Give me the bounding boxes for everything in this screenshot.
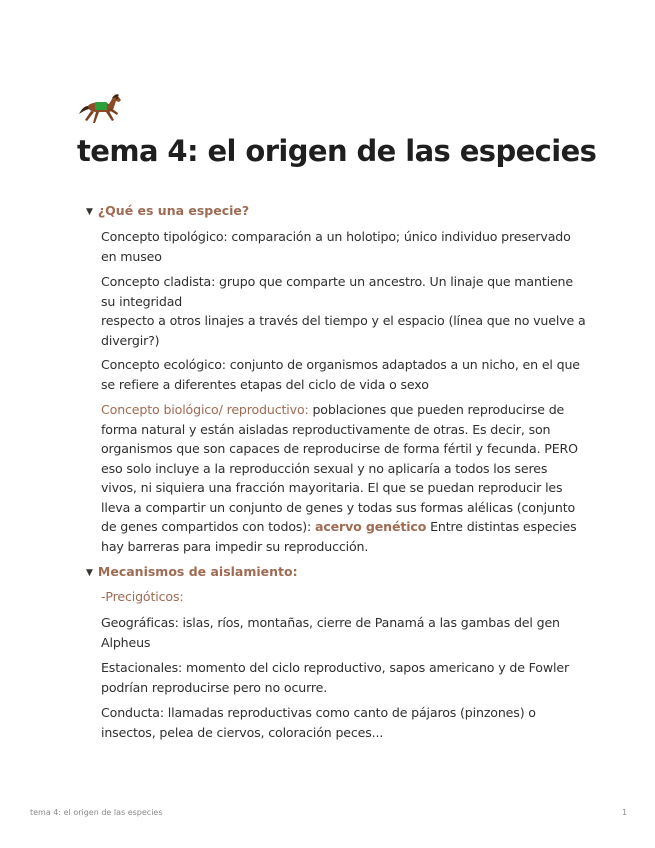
horse-icon (76, 88, 124, 128)
text-line: Alpheus (101, 634, 151, 650)
text-line: forma natural y están aisladas reproductivamente de otras. Es decir, son (101, 421, 551, 437)
subheading-precigoticos (101, 587, 579, 607)
text-line: insectos, pelea de ciervos, coloración peces... (101, 724, 384, 740)
biological-concept-term: Concepto biológico/ reproductivo: (101, 402, 309, 417)
page-title: tema 4: el origen de las especies (77, 134, 597, 168)
text-line: su integridad (101, 293, 183, 309)
text-line: Concepto cladista: grupo que comparte un ancestro. Un linaje que mantiene (101, 274, 573, 289)
text-line: Concepto tipológico: comparación a un holotipo; único individuo preservado (101, 229, 571, 244)
text-line (101, 517, 579, 537)
acervo-genetico-highlight: acervo genético (315, 519, 427, 534)
text-line: organismos que son capaces de reproducirse de forma fértil y fecunda. PERO (101, 441, 578, 456)
text-line: en museo (101, 248, 162, 264)
text-line: se refiere a diferentes etapas del ciclo de vida o sexo (101, 376, 429, 392)
footer-title: tema 4: el origen de las especies (30, 808, 163, 817)
toggle-que-es-una-especie[interactable] (86, 203, 249, 218)
text-segment: de genes compartidos con todos): (101, 519, 315, 534)
toggle-heading: Mecanismos de aislamiento: (97, 564, 298, 579)
toggle-heading: ¿Qué es una especie? (97, 203, 250, 218)
triangle-down-icon[interactable]: ▼ (86, 568, 93, 578)
text-line: divergir?) (101, 332, 160, 348)
paragraph-ecologico (101, 355, 579, 394)
paragraph-estacionales (101, 658, 579, 697)
paragraph-conducta (101, 703, 579, 742)
text-line: respecto a otros linajes a través del tiempo y el espacio (línea que no vuelve a (101, 313, 586, 328)
text-line: -Precigóticos: (101, 589, 184, 604)
text-line: Concepto ecológico: conjunto de organismos adaptados a un nicho, en el que (101, 357, 580, 372)
text-line (101, 400, 579, 420)
text-segment: poblaciones que pueden reproducirse de (308, 402, 565, 417)
toggle-mecanismos-de-aislamiento[interactable] (86, 564, 298, 579)
text-line: eso solo incluye a la reproducción sexual y no aplicaría a todos los seres (101, 460, 548, 476)
paragraph-cladista (101, 272, 586, 350)
footer-page-number: 1 (622, 808, 628, 817)
text-line: podrían reproducirse pero no ocurre. (101, 679, 328, 695)
text-line: Estacionales: momento del ciclo reproductivo, sapos americano y de Fowler (101, 660, 569, 675)
text-line: Conducta: llamadas reproductivas como canto de pájaros (pinzones) o (101, 705, 536, 720)
text-line: vivos, ni siquiera una fracción mayoritaria. El que se puedan reproducir les (101, 480, 563, 495)
text-line: Geográficas: islas, ríos, montañas, cierre de Panamá a las gambas del gen (101, 615, 560, 630)
text-line: hay barreras para impedir su reproducción. (101, 538, 369, 554)
text-segment: Entre distintas especies (426, 519, 577, 534)
triangle-down-icon[interactable]: ▼ (86, 207, 93, 217)
text-line: lleva a compartir un conjunto de genes y todas sus formas alélicas (conjunto (101, 499, 576, 515)
paragraph-tipologico (101, 227, 579, 266)
paragraph-geograficas (101, 613, 579, 652)
paragraph-biologico (101, 400, 579, 556)
